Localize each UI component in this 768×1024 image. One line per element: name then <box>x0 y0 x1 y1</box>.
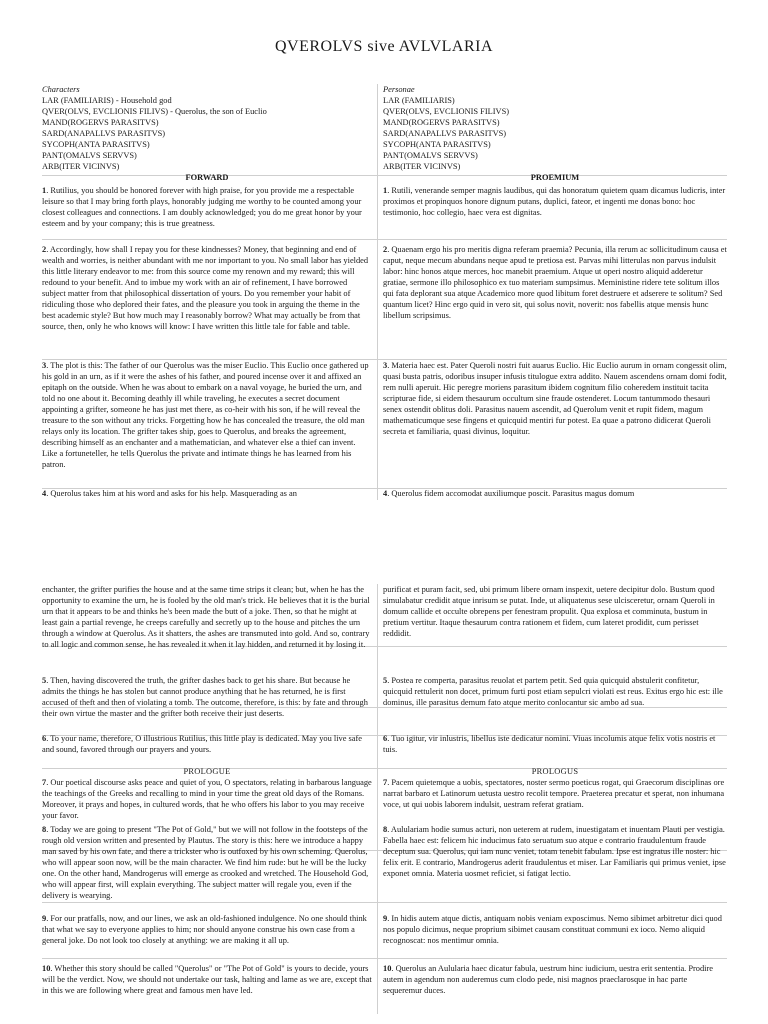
paragraph-number: 1 <box>383 186 388 195</box>
paragraph-number: 2 <box>42 245 47 254</box>
paragraph-number: 5 <box>42 676 47 685</box>
paragraph-number: 4 <box>42 489 47 498</box>
paragraph-text: . Today we are going to present "The Pot of Gold," but we will not follow in the footsteps of the rough old version written and presented by Plautus. The story is this: here we introduce a happy man saved by his own fate, and there a trickster who is outfoxed by his own scheming. Querolus, who will appear soon now, will be the main character. We find him rude: but he will be the lucky one. On the other hand, Mandrogerus will emerge as crooked and wretched. The Household God, who will appear first, will explain everything. The subject matter will regale you, even if the delivery is wearying. <box>42 825 369 901</box>
paragraph-text: . Tuo igitur, vir inlustris, libellus iste dedicatur nomini. Viuas incolumis atque felix votis nostris et tuis. <box>383 734 716 755</box>
character-entry: SYCOPH(ANTA PARASITVS) <box>42 140 150 150</box>
paragraph-continued <box>383 584 727 639</box>
persona-entry: LAR (FAMILIARIS) <box>383 96 455 106</box>
character-entry: QVER(OLVS, EVCLIONIS FILIVS) - Querolus, the son of Euclio <box>42 107 267 117</box>
section-heading <box>42 766 372 777</box>
persona-entry: PANT(OMALVS SERVVS) <box>383 151 478 161</box>
persona-entry: MAND(ROGERVS PARASITVS) <box>383 118 500 128</box>
paragraph-number: 6 <box>42 734 47 743</box>
paragraph <box>42 675 372 719</box>
paragraph-text: . The plot is this: The father of our Querolus was the miser Euclio. This Euclio once gathered up his gold in an urn, as if it were the ashes of his father, and poured incense over it and affixed an epitaph on the outside. When he was about to embark on a naval voyage, he buried the urn, and told no one about it. Becoming deathly ill while traveling, he executes a secret document appointing a grifter, someone he has just met there, as co-heir with his son, if he will reveal the treasure to the son without any tricks. Forgetting how he has concealed the treasure, the old man relays only its location. The grifter takes ship, goes to Querolus, and breaks the agreement, describing himself as an enchanter and a mathematician, and whatever else a thief can invent. Like a fortuneteller, he tells Querolus the private and intimate things he has learned from his patron. <box>42 361 369 470</box>
characters-label: Characters <box>42 85 80 94</box>
personae-list <box>383 84 727 183</box>
paragraph-number: 10 <box>383 964 392 973</box>
persona-entry: SARD(ANAPALLVS PARASITVS) <box>383 129 507 139</box>
paragraph-text: purificat et puram facit, sed, ubi primum libere ornam inspexit, uetere decipitur dolo. Bustum quod simulabatur credidit atque inrisum se putat. Inde, ut aliquatenus sese ulcisceretur, ornam Queroli in domum callide et occulte obrepens per fenestram propulit. Qua explosa et comminuta, bustum in pretium vertitur. Itaque thesaurum contra rationem et fidem, cum lateret prodidit, cum perisset reddidit. <box>383 585 715 639</box>
paragraph-number: 7 <box>42 778 47 787</box>
character-entry: SARD(ANAPALLVS PARASITVS) <box>42 129 166 139</box>
paragraph-text: . Querolus takes him at his word and asks for his help. Masquerading as an <box>46 489 297 498</box>
persona-entry: SYCOPH(ANTA PARASITVS) <box>383 140 491 150</box>
paragraph-number: 8 <box>42 825 47 834</box>
paragraph-text: . To your name, therefore, O illustrious Rutilius, this little play is dedicated. May you live safe and sound, favored through our prayers and yours. <box>42 734 363 755</box>
paragraph-text: . Postea re comperta, parasitus reuolat et partem petit. Sed quia quicquid abstulerit confitetur, quicquid rettulerit non docet, primum furti post etiam sepulcri violati est reus. Exitus ergo hic est: ille dominus, ille parasitus demum fato atque merito conlocantur sic ambo ad sua. <box>383 676 723 708</box>
paragraph <box>383 913 727 946</box>
paragraph <box>383 733 727 755</box>
document-title: QVEROLVS sive AVLVLARIA <box>274 38 494 55</box>
paragraph-number: 9 <box>383 914 388 923</box>
paragraph-number: 2 <box>383 245 388 254</box>
paragraph-text: . For our pratfalls, now, and our lines, we ask an old-fashioned indulgence. No one should think that what we say to everyone applies to him; nor should anyone construe his own case from a general joke. Do not look too closely at anything: we are making it all up. <box>42 914 367 946</box>
character-entry: ARB(ITER VICINVS) <box>42 162 120 172</box>
paragraph <box>42 733 372 755</box>
paragraph <box>42 913 372 946</box>
persona-entry: QVER(OLVS, EVCLIONIS FILIVS) <box>383 107 510 117</box>
paragraph <box>383 488 727 499</box>
section-title-proemium: PROEMIUM <box>530 173 580 183</box>
paragraph <box>42 244 372 332</box>
paragraph <box>383 675 727 708</box>
paragraph-text: enchanter, the grifter purifies the house and at the same time strips it clean; but, when he has the opportunity to examine the urn, he is fooled by the old man's trick. He believes that it is the burial urn that it appears to be and thinks he's been made the butt of a joke. Then, so that he might at least gain a partial revenge, he creeps carefully and secretly up to the house and pitches the urn through a window at Querolus. As it shatters, the ashes are transmuted into gold. And so, contrary to all logic and common sense, he has revealed it when it lay hidden, and returned it by losing it. <box>42 585 370 650</box>
paragraph-number: 4 <box>383 489 388 498</box>
paragraph-number: 3 <box>42 361 47 370</box>
paragraph-number: 1 <box>42 186 47 195</box>
paragraph <box>42 185 372 229</box>
paragraph-text: . In hidis autem atque dictis, antiquam nobis veniam exposcimus. Nemo sibimet arbitretur dici quod nos populo dicimus, neque proprium sibimet causam constituat communi ex ioco. Nemo aliquid recognoscat: nos mentimur omnia. <box>383 914 722 946</box>
personae-label: Personae <box>383 85 415 94</box>
paragraph-text: . Pacem quietemque a uobis, spectatores, noster sermo poeticus rogat, qui Graecorum disciplinas ore narrat barbaro et Latinorum uetusta uestro recolit tempore. Praeterea precatur et sperat, non inhumana voce, ut qui uobis laborem indulsit, uestram referat gratiam. <box>383 778 725 810</box>
paragraph-text: . Materia haec est. Pater Queroli nostri fuit auarus Euclio. Hic Euclio aurum in ornam congessit olim, quasi busta patris, odoribus insuper infusis titulogue extra addito. Nauem ascendens ornam domi fodit, rem nulli aperuit. Hic peregre moriens parasitum ibidem cognitum filio coheredem instituit tacita scripturae fide, si eidem thesaurum occultum sine fraude ostenderet. Locum tantummodo thesauri senex ostendit oblitus doli. Parasitus nauem ascendit, ad Querolum venit et rupit fidem, magum mathematicumque sese fingens et quicquid mentiri fur potest. Ea quae a patrono didicerat Queroli secreta et familiaria, quasi divinus, loquitur. <box>383 361 727 437</box>
paragraph-number: 7 <box>383 778 388 787</box>
paragraph-number: 6 <box>383 734 388 743</box>
section-title-prologue: PROLOGUE <box>183 767 231 776</box>
paragraph-continued <box>42 584 372 650</box>
paragraph-text: . Querolus an Aulularia haec dicatur fabula, uestrum hinc iudicium, uestra erit sententia. Prodire autem in agendum non auderemus cum clodo pede, nisi magnos praeclarosque in hac parte sequeremur duces. <box>383 964 714 996</box>
paragraph <box>42 963 372 996</box>
character-entry: PANT(OMALVS SERVVS) <box>42 151 137 161</box>
paragraph-text: . Querolus fidem accomodat auxiliumque poscit. Parasitus magus domum <box>387 489 635 498</box>
paragraph-number: 5 <box>383 676 388 685</box>
paragraph <box>383 777 727 810</box>
paragraph-text: . Rutilius, you should be honored forever with high praise, for you provide me a respectable leisure so that I may bring forth plays, honorably judging me worthy to be counted among your closest colleagues and connections. I am doubly acknowledged; you do me great honor by your esteem and by your company; this is true greatness. <box>42 186 362 229</box>
column-divider <box>377 584 378 1014</box>
paragraph-text: . Aululariam hodie sumus acturi, non ueterem at rudem, inuestigatam et inuentam Plauti per vestigia. Fabella haec est: felicem hic inducimus fato seruatum suo atque e contrario fraudulentum fraude deceptum sua. Querolus, qui iam nunc veniet, totam tenebit fabulam. Ipse est ingratus ille noster: hic felix erit. E contrario, Mandrogerus aderit fraudulentus et miser. Lar Familiaris qui primus veniet, ipse exponet omnia. Materia uosmet reficiet, si fatigat lectio. <box>383 825 726 879</box>
row-divider <box>42 958 727 959</box>
paragraph-text: . Whether this story should be called "Querolus" or "The Pot of Gold" is yours to decide, yours will be the verdict. Now, we should not undertake our task, halting and lame as we are, except that in this we are following where great and famous men have led. <box>42 964 372 996</box>
paragraph <box>42 777 372 821</box>
paragraph-number: 8 <box>383 825 388 834</box>
paragraph <box>42 488 372 499</box>
section-title-prologus: PROLOGUS <box>531 767 579 776</box>
paragraph <box>383 824 727 879</box>
persona-entry: ARB(ITER VICINVS) <box>383 162 461 172</box>
section-heading <box>383 766 727 777</box>
paragraph <box>383 360 727 437</box>
paragraph-text: . Rutili, venerande semper magnis laudibus, qui das honoratum quietem quam dicamus ludicris, inter proximos et propinquos honore dignum putans, duplici, fateor, et ingenti me donas bono: hoc testimonio, hoc collegio, haec vera est dignitas. <box>383 186 726 218</box>
row-divider <box>42 239 727 240</box>
paragraph-number: 10 <box>42 964 51 973</box>
paragraph <box>42 360 372 470</box>
paragraph <box>383 185 727 218</box>
paragraph <box>383 963 727 996</box>
paragraph <box>42 824 372 901</box>
character-entry: LAR (FAMILIARIS) - Household god <box>42 96 172 106</box>
paragraph <box>383 244 727 321</box>
column-divider <box>377 84 378 500</box>
character-entry: MAND(ROGERVS PARASITVS) <box>42 118 159 128</box>
paragraph-text: . Then, having discovered the truth, the grifter dashes back to get his share. But because he admits the things he has stolen but cannot produce anything that he has returned, he is first accused of theft and then of violating a tomb. The outcome, therefore, is this: by fate and through their own virtue the master and the grifter both receive their just deserts. <box>42 676 368 719</box>
paragraph-number: 3 <box>383 361 388 370</box>
row-divider <box>42 902 727 903</box>
characters-list <box>42 84 372 183</box>
paragraph-text: . Our poetical discourse asks peace and quiet of you, O spectators, relating in barbarous language the teachings of the Greeks and recalling to mind in your time the great old days of the Romans. Moreover, it prays and hopes, in cultured words, that he who offers his labor to you may receive your favor. <box>42 778 372 821</box>
section-title-forward: FORWARD <box>185 173 229 183</box>
paragraph-text: . Quaenam ergo his pro meritis digna referam praemia? Pecunia, illa rerum ac sollicitudinum causa et caput, neque mecum abundans neque apud te pretiosa est. Parvas mihi litterulas non parvus indulsit labor: hinc honos atque merces, hoc manebit praemium. Atque ut operi nostro aliquid adderetur gratiae, sermone illo philosophico ex tuo materiam sumpsimus. Meministine ridere tete solitum illos qui fata deplorant sua atque Academico more quod libitum foret destruere et adserere te solitum? Sed quantum licet? Hinc ergo quid in vero sit, qui solus novit, noverit: nos fabellis atque mensis hunc libellum scripsimus. <box>383 245 727 321</box>
paragraph-text: . Accordingly, how shall I repay you for these kindnesses? Money, that beginning and end of wealth and worries, is neither abundant with me nor important to you. No small labor has yielded this little literary endeavor to me: from this source come my renown and my reward; this will redound to your benefit. And to imbue my work with an air of refinement, I have borrowed subject matter from that philosophical dissertation of yours. Do you remember your habit of ridiculing those who deplored their fates, and the pleasure you took in arguing the theme in the best academic style? But how much may I reasonably borrow? What may actually be from that source, then, only he who knows will know: I have written this little tale for fable and table. <box>42 245 369 332</box>
paragraph-number: 9 <box>42 914 47 923</box>
